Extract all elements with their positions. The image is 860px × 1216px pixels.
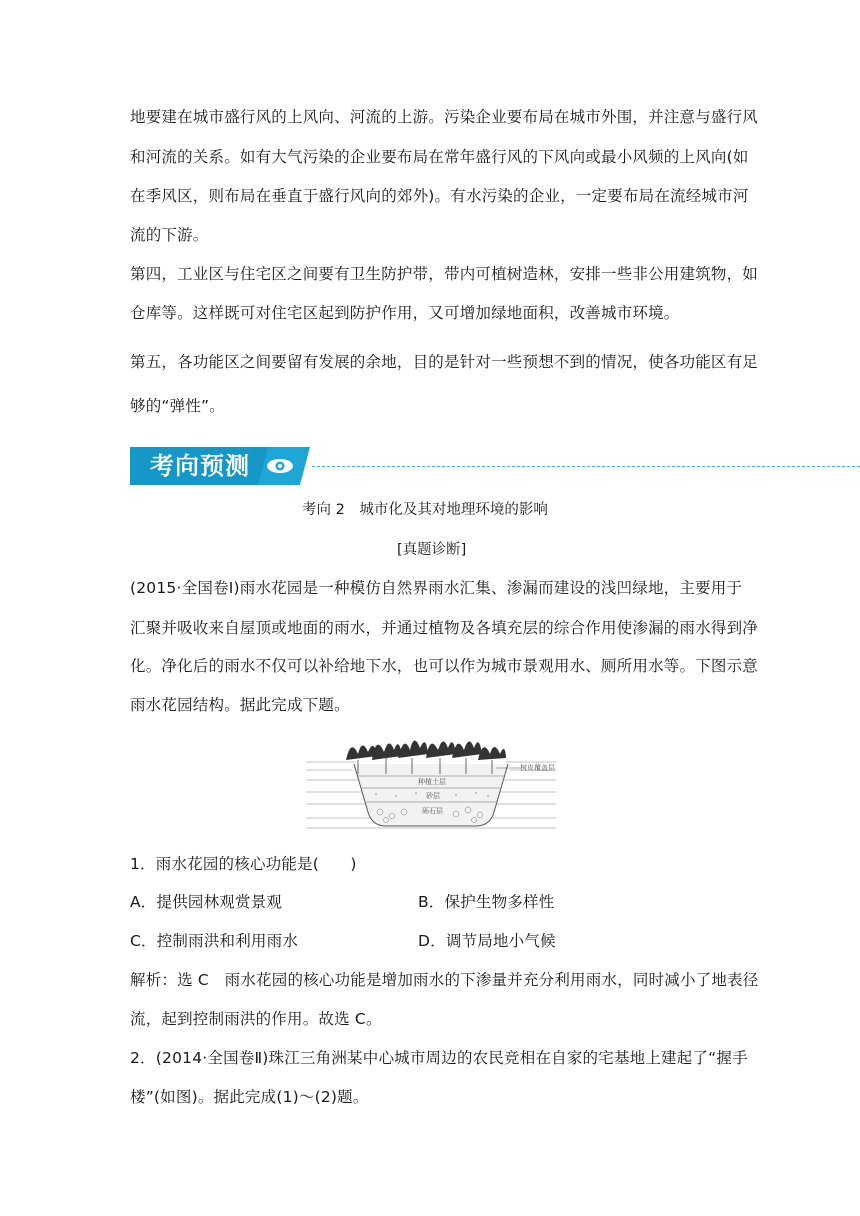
figure-label-mulch: 树皮覆盖层 — [520, 764, 555, 772]
option-a: A．提供园林观赏景观 — [130, 893, 283, 911]
paragraph-line: 第五，各功能区之间要留有发展的余地，目的是针对一些预想不到的情况，使各功能区有足 — [130, 353, 759, 371]
eye-icon — [267, 459, 293, 473]
paragraph-line: 和河流的关系。如有大气污染的企业要布局在常年盛行风的下风向或最小风频的上风向(如 — [130, 148, 749, 166]
intro-line: 化。净化后的雨水不仅可以补给地下水，也可以作为城市景观用水、厕所用水等。下图示意 — [130, 657, 759, 675]
question-1-stem: 1．雨水花园的核心功能是( ) — [130, 855, 357, 873]
figure-label-gravel: 砾石层 — [422, 807, 443, 815]
figure-label-sand: 砂层 — [426, 792, 440, 800]
intro-line: 雨水花园结构。据此完成下题。 — [130, 696, 350, 714]
paragraph-line: 在季风区，则布局在垂直于盛行风向的郊外)。有水污染的企业，一定要布局在流经城市河 — [130, 187, 749, 205]
option-b: B．保护生物多样性 — [418, 893, 555, 911]
paragraph-line: 够的“弹性”。 — [130, 397, 225, 415]
intro-line: 汇聚并吸收来自屋顶或地面的雨水，并通过植物及各填充层的综合作用使渗漏的雨水得到净 — [130, 619, 759, 637]
banner-divider — [312, 466, 860, 467]
subsection-title: [真题诊断] — [397, 542, 467, 558]
paragraph-line: 流的下游。 — [130, 226, 209, 244]
analysis-line: 解析：选 C 雨水花园的核心功能是增加雨水的下渗量并充分利用雨水，同时减小了地表径 — [130, 971, 759, 989]
analysis-line: 流，起到控制雨洪的作用。故选 C。 — [130, 1010, 382, 1028]
question-2-stem: 楼”(如图)。据此完成(1)～(2)题。 — [130, 1088, 369, 1106]
question-2-stem: 2．(2014·全国卷Ⅱ)珠江三角洲某中心城市周边的农民竞相在自家的宅基地上建起了“握手 — [130, 1049, 748, 1067]
figure-label-soil: 种植土层 — [418, 778, 446, 786]
option-c: C．控制雨洪和利用雨水 — [130, 932, 299, 950]
banner-label: 考向预测 — [150, 452, 250, 480]
paragraph-line: 仓库等。这样既可对住宅区起到防护作用，又可增加绿地面积，改善城市环境。 — [130, 304, 680, 322]
paragraph-line: 地要建在城市盛行风的上风向、河流的上游。污染企业要布局在城市外围，并注意与盛行风 — [130, 108, 759, 126]
option-d: D．调节局地小气候 — [418, 932, 556, 950]
intro-line: (2015·全国卷Ⅰ)雨水花园是一种模仿自然界雨水汇集、渗漏而建设的浅凹绿地，主要用于 — [130, 579, 743, 597]
rain-garden-figure — [306, 730, 556, 838]
paragraph-line: 第四，工业区与住宅区之间要有卫生防护带，带内可植树造林，安排一些非公用建筑物，如 — [130, 265, 759, 283]
section-title: 考向 2 城市化及其对地理环境的影响 — [302, 502, 548, 518]
